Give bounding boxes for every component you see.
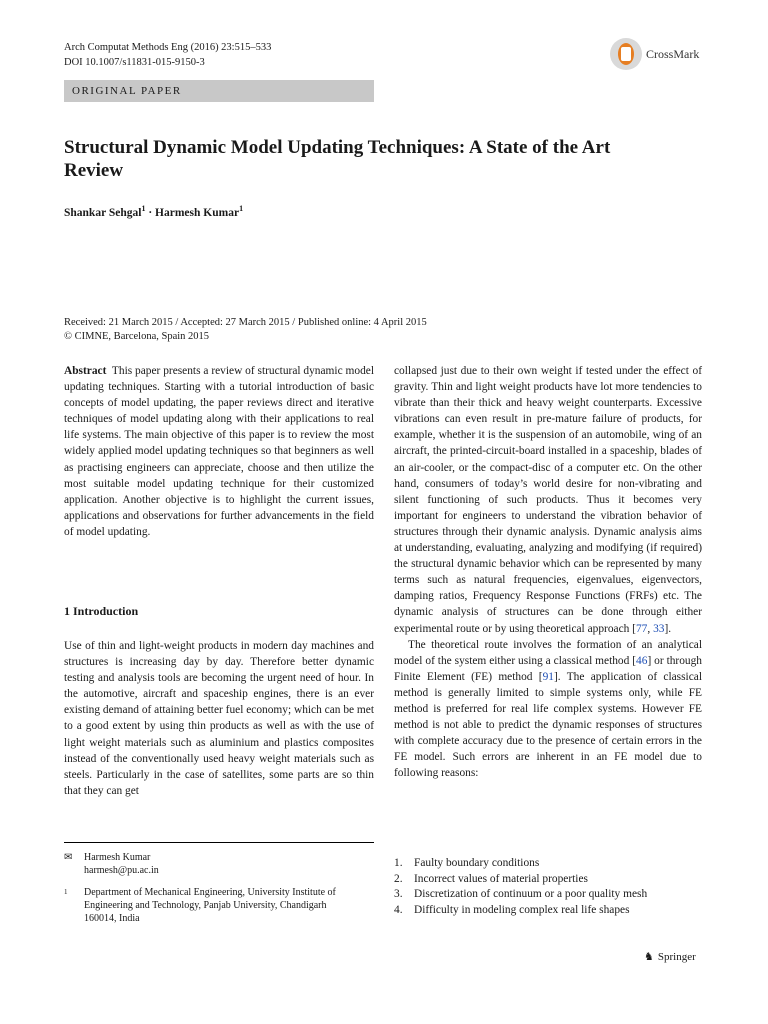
crossmark-label: CrossMark (646, 46, 700, 61)
springer-horse-icon: ♞ (644, 951, 654, 963)
author-separator: · (145, 206, 156, 219)
contact-email[interactable]: harmesh@pu.ac.in (84, 865, 159, 876)
publisher-name: Springer (657, 950, 696, 963)
list-item: 2. Incorrect values of material properties (394, 872, 588, 885)
crossmark-badge[interactable] (610, 38, 699, 70)
affiliation-text: Department of Mechanical Engineering, University Institute of Engineering and Technology, Panjab University, Chandigarh 160014, India (84, 887, 336, 924)
copyright-line: © CIMNE, Barcelona, Spain 2015 (64, 331, 210, 342)
citation-link[interactable]: 33 (653, 622, 665, 635)
publisher-logo (644, 950, 696, 963)
citation-link[interactable]: 46 (636, 654, 648, 667)
journal-header (64, 40, 271, 70)
citation-link[interactable]: 91 (542, 670, 554, 683)
right-column (394, 363, 702, 781)
affiliation-mark: 1 (141, 204, 146, 213)
author-name: Shankar Sehgal (64, 206, 142, 219)
author-name: Harmesh Kumar (155, 206, 240, 219)
article-type-banner: ORIGINAL PAPER (64, 80, 374, 102)
contact-name: Harmesh Kumar (84, 852, 151, 863)
list-item: 1. Faulty boundary conditions (394, 857, 540, 869)
date-line: Received: 21 March 2015 / Accepted: 27 March 2015 / Published online: 4 April 2015 (64, 317, 427, 328)
abstract (64, 363, 374, 540)
publication-dates (64, 316, 427, 344)
abstract-label: Abstract (64, 365, 107, 377)
affiliation-footnote (64, 886, 364, 925)
footnote-divider (64, 842, 374, 843)
crossmark-icon (610, 38, 642, 70)
doi[interactable]: DOI 10.1007/s11831-015-9150-3 (64, 57, 205, 68)
section-heading: 1 Introduction (64, 604, 139, 618)
affiliation-number: 1 (64, 888, 68, 896)
envelope-icon: ✉ (64, 852, 73, 863)
corresponding-author (64, 851, 159, 877)
journal-citation: Arch Computat Methods Eng (2016) 23:515–533 (64, 42, 272, 53)
list-item: 3. Discretization of continuum or a poor quality mesh (394, 888, 648, 900)
body-paragraph: collapsed just due to their own weight if tested under the effect of gravity. Thin and light weight products have lot more tendencies to vibrate than their thick and heavy weight counterparts. Excessive vibrations can even result in pre-mature failure of products, for example, whether it is the suspension of an automobile, wing of an aircraft, the printed-circuit-board installed in a spaceship, blades of an air-cooler, or the compact-disc of a computer etc. On the other hand, consumers of today’s world desire for non-vibrating and silent functioning of such products. Thus it becomes very important for engineers to understand the vibration behavior of structures through their dynamic analysis. Dynamic analysis aims at understanding, evaluating, analyzing and modifying (if required) the structural dynamic behavior which can be represented by many terms such as natural frequencies, eigenvalues, eigenvectors, damping ratios, Frequency Response Functions (FRFs) etc. The dynamic analysis of structures can be done through either experimental route or by using theoretical approach [77, 33]. (394, 365, 702, 635)
intro-paragraph: Use of thin and light-weight products in modern day machines and structures is increasing day by day. Therefore better dynamic testing and analysis tools are becoming the urgent need of hour. In the automotive, aircraft and spaceship engines, there is an ever existing demand of attaining better fuel economy; which can be met to a good extent by using thin products as well as with the use of light weight materials such as aluminium and plastics composites instead of the conventionally used heavy weight materials such as steels. Particularly in the case of satellites, some parts are so thin that they can get (64, 640, 374, 797)
list-item: 4. Difficulty in modeling complex real life shapes (394, 903, 630, 916)
body-paragraph: The theoretical route involves the formation of an analytical model of the system either using a classical method [46] or through Finite Element (FE) method [91]. The application of classical method is generally limited to simple systems only, while FE method is preferred for real life complex systems. However FE method is not able to predict the dynamic responses of structures with complete accuracy due to the presence of certain errors in the FE model. Such errors are inherent in an FE model due to following reasons: (394, 638, 702, 780)
author-list (64, 204, 243, 219)
reasons-list (394, 856, 702, 918)
affiliation-mark: 1 (239, 204, 244, 213)
paper-title: Structural Dynamic Model Updating Techniques: A State of the Art Review (64, 137, 611, 181)
citation-link[interactable]: 77 (635, 622, 648, 635)
abstract-text: This paper presents a review of structural dynamic model updating techniques. Starting with a tutorial introduction of basic concepts of model updating, the paper reviews direct and iterative techniques of model updating along with their applications to real life systems. The main objective of this paper is to review the most widely applied model updating techniques so that beginners as well as practising engineers can appreciate, choose and then utilize the most suitable model updating technique for their customized application. Another objective is to highlight the current issues, applications and observations for further advancements in the field of model updating. (64, 365, 374, 538)
